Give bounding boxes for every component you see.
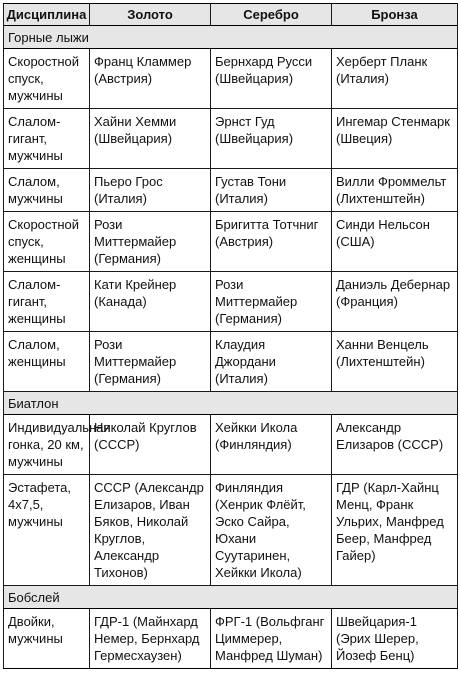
bronze-cell: Александр Елизаров (СССР) xyxy=(332,415,458,475)
header-bronze: Бронза xyxy=(332,4,458,26)
silver-cell: Бригитта Тотчниг (Австрия) xyxy=(211,212,332,272)
gold-cell: Рози Миттермайер (Германия) xyxy=(90,332,211,392)
medal-table xyxy=(3,3,458,669)
silver-cell: Рози Миттермайер (Германия) xyxy=(211,272,332,332)
bronze-cell: Синди Нельсон (США) xyxy=(332,212,458,272)
table-row xyxy=(4,475,458,586)
table-row xyxy=(4,49,458,109)
discipline-cell: Слалом, мужчины xyxy=(4,169,90,212)
section-title: Биатлон xyxy=(4,392,458,415)
section-row xyxy=(4,392,458,415)
discipline-cell: Слалом-гигант, мужчины xyxy=(4,109,90,169)
page xyxy=(3,3,457,669)
gold-cell: Рози Миттермайер (Германия) xyxy=(90,212,211,272)
gold-cell: Николай Круглов (СССР) xyxy=(90,415,211,475)
silver-cell: Густав Тони (Италия) xyxy=(211,169,332,212)
header-row xyxy=(4,4,458,26)
silver-cell: Эрнст Гуд (Швейцария) xyxy=(211,109,332,169)
table-row xyxy=(4,212,458,272)
table-header xyxy=(4,4,458,26)
discipline-cell: Эстафета, 4х7,5, мужчины xyxy=(4,475,90,586)
silver-cell: Финляндия (Хенрик Флёйт, Эско Сайра, Юхани Суутаринен, Хейкки Икола) xyxy=(211,475,332,586)
table-row xyxy=(4,609,458,669)
header-discipline: Дисциплина xyxy=(4,4,90,26)
section-title: Горные лыжи xyxy=(4,26,458,49)
bronze-cell: Ингемар Стенмарк (Швеция) xyxy=(332,109,458,169)
discipline-cell: Индивидуальная гонка, 20 км, мужчины xyxy=(4,415,90,475)
bronze-cell: Ханни Венцель (Лихтенштейн) xyxy=(332,332,458,392)
silver-cell: Бернхард Русси (Швейцария) xyxy=(211,49,332,109)
gold-cell: ГДР-1 (Майнхард Немер, Бернхард Гермесхаузен) xyxy=(90,609,211,669)
bronze-cell: Херберт Планк (Италия) xyxy=(332,49,458,109)
bronze-cell: ГДР (Карл-Хайнц Менц, Франк Ульрих, Манфред Беер, Манфред Гайер) xyxy=(332,475,458,586)
discipline-cell: Скоростной спуск, женщины xyxy=(4,212,90,272)
table-row xyxy=(4,332,458,392)
discipline-cell: Слалом, женщины xyxy=(4,332,90,392)
table-row xyxy=(4,415,458,475)
header-silver: Серебро xyxy=(211,4,332,26)
silver-cell: Клаудия Джордани (Италия) xyxy=(211,332,332,392)
table-row xyxy=(4,169,458,212)
bronze-cell: Швейцария-1 (Эрих Шерер, Йозеф Бенц) xyxy=(332,609,458,669)
table-row xyxy=(4,272,458,332)
table-body xyxy=(4,26,458,669)
bronze-cell: Вилли Фроммельт (Лихтенштейн) xyxy=(332,169,458,212)
silver-cell: Хейкки Икола (Финляндия) xyxy=(211,415,332,475)
gold-cell: Пьеро Грос (Италия) xyxy=(90,169,211,212)
discipline-cell: Слалом-гигант, женщины xyxy=(4,272,90,332)
section-title: Бобслей xyxy=(4,586,458,609)
gold-cell: СССР (Александр Елизаров, Иван Бяков, Николай Круглов, Александр Тихонов) xyxy=(90,475,211,586)
gold-cell: Франц Кламмер (Австрия) xyxy=(90,49,211,109)
section-row xyxy=(4,26,458,49)
gold-cell: Хайни Хемми (Швейцария) xyxy=(90,109,211,169)
header-gold: Золото xyxy=(90,4,211,26)
discipline-cell: Двойки, мужчины xyxy=(4,609,90,669)
silver-cell: ФРГ-1 (Вольфганг Циммерер, Манфред Шуман) xyxy=(211,609,332,669)
section-row xyxy=(4,586,458,609)
table-row xyxy=(4,109,458,169)
bronze-cell: Даниэль Дебернар (Франция) xyxy=(332,272,458,332)
discipline-cell: Скоростной спуск, мужчины xyxy=(4,49,90,109)
gold-cell: Кати Крейнер (Канада) xyxy=(90,272,211,332)
